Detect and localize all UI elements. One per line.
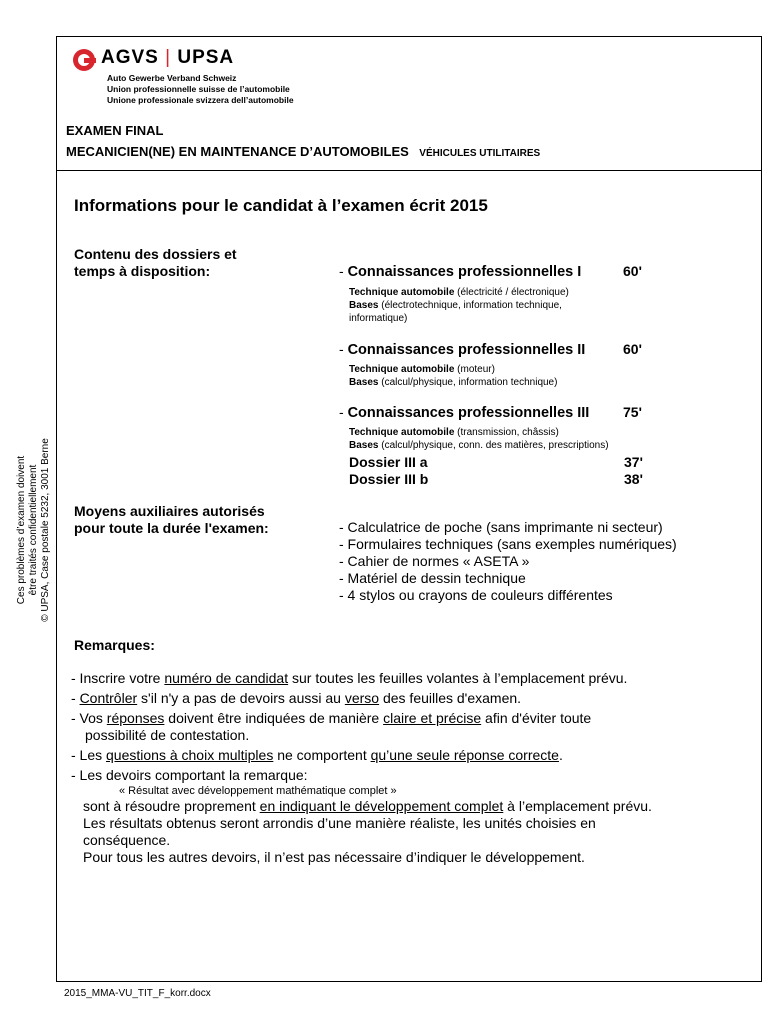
remark-5-d: Pour tous les autres devoirs, il n’est pas nécessaire d’indiquer le développement. [83,849,585,865]
remark-5: - Les devoirs comportant la remarque: [71,767,308,783]
remark-text: des feuilles d'examen. [379,690,522,706]
page-title: Informations pour le candidat à l’examen écrit 2015 [74,196,488,215]
detail-bold: Bases [349,440,379,451]
profession-suffix: VÉHICULES UTILITAIRES [419,148,541,159]
remark-text: - Les [71,747,107,763]
detail-bold: Bases [349,300,379,311]
dossier-time: 37' [624,454,643,470]
remark-text: - Inscrire votre [71,670,165,686]
footer-filename: 2015_MMA-VU_TIT_F_korr.docx [64,988,211,999]
dossier-time: 38' [624,471,643,487]
detail-text: (calcul/physique, information technique) [378,377,558,388]
remark-text: doivent être indiquées de manière [164,710,384,726]
contents-label [74,246,237,280]
section-dash: - [339,263,344,279]
remarks-title: Remarques: [74,637,155,653]
list-item: - Matériel de dessin technique [339,570,526,586]
section-1-time: 60' [623,263,642,279]
remark-emphasis: en indiquant le développement complet [259,798,504,814]
remarks-list [71,670,652,866]
remark-emphasis: Contrôler [79,690,138,706]
remark-text: à l’emplacement prévu. [503,798,652,814]
remark-emphasis: verso [344,690,380,706]
list-item: - Calculatrice de poche (sans imprimante ni secteur) [339,519,663,535]
section-1 [339,263,581,280]
page-frame [56,36,762,982]
section-dash: - [339,341,344,357]
remark-text: sont à résoudre proprement [83,798,260,814]
aids-label-line: pour toute la durée l'examen: [74,520,269,536]
side-note-line: © UPSA, Case postale 5232, 3001 Berne [40,438,51,622]
detail-text: (calcul/physique, conn. des matières, prescriptions) [378,440,609,451]
remark-emphasis: questions à choix multiples [106,747,274,763]
detail-bold: Bases [349,377,379,388]
aids-label [74,503,269,537]
remark-1 [71,670,652,687]
side-note-line: être traités confidentiellement [28,464,39,596]
detail-text: (transmission, châssis) [454,427,559,438]
section-2 [339,341,585,358]
detail-text: (électrotechnique, information technique, [378,300,562,311]
remark-text: ne comportent [273,747,371,763]
section-title: Connaissances professionnelles III [347,405,590,421]
detail-bold: Technique automobile [349,287,455,298]
aids-label-line: Moyens auxiliaires autorisés [74,503,265,519]
section-title: Connaissances professionnelles II [347,342,586,358]
brand-name [101,47,234,69]
detail-bold: Technique automobile [349,364,455,375]
section-2-time: 60' [623,341,642,357]
brand-right: UPSA [177,47,235,68]
agvs-logo-icon [73,49,95,71]
subtitle-line: Unione professionale svizzera dell’automobile [107,95,294,105]
remark-5-b: Les résultats obtenus seront arrondis d’une manière réaliste, les unités choisies en [83,815,596,831]
contents-label-line: Contenu des dossiers et [74,246,237,262]
detail-bold: Technique automobile [349,427,455,438]
section-title: Connaissances professionnelles I [347,264,582,280]
profession-title: MECANICIEN(NE) EN MAINTENANCE D’AUTOMOBILES [66,144,409,159]
detail-text: (moteur) [454,364,495,375]
remark-text: - Vos [71,710,107,726]
subtitle-line: Union professionnelle suisse de l’automobile [107,84,290,94]
side-note-line: Ces problèmes d’examen doivent [16,455,27,605]
section-dash: - [339,404,344,420]
remark-4 [71,747,652,764]
detail-text: informatique) [349,313,408,324]
remark-emphasis: numéro de candidat [164,670,289,686]
remark-5-quote: « Résultat avec développement mathématique complet » [119,785,397,797]
remark-emphasis: claire et précise [383,710,482,726]
detail-text: (électricité / électronique) [454,287,569,298]
dossier-name: Dossier III a [349,454,428,470]
remark-2 [71,690,652,707]
section-1-details [349,286,569,325]
remark-text: - [71,690,80,706]
header-divider [57,170,761,171]
section-3 [339,404,589,421]
remark-text: s'il n'y a pas de devoirs aussi au [137,690,345,706]
dossier-names [349,454,428,488]
contents-label-line: temps à disposition: [74,263,211,279]
remark-text: afin d'éviter toute [481,710,592,726]
section-3-details [349,426,609,452]
section-2-details [349,363,557,389]
confidentiality-note [16,420,52,640]
remark-5-a [71,798,652,815]
remark-emphasis: qu’une seule réponse correcte [370,747,559,763]
remark-3 [71,710,652,727]
list-item: - 4 stylos ou crayons de couleurs différentes [339,587,613,603]
dossier-times [624,454,643,488]
brand-separator: | [165,47,172,68]
remark-emphasis: réponses [106,710,165,726]
remark-5-c: conséquence. [83,832,171,848]
remark-text: . [558,747,563,763]
list-item: - Formulaires techniques (sans exemples numériques) [339,536,677,552]
list-item: - Cahier de normes « ASETA » [339,553,530,569]
section-3-time: 75' [623,404,642,420]
profession-line [66,143,540,161]
brand-left: AGVS [101,47,159,68]
subtitle-line: Auto Gewerbe Verband Schweiz [107,73,237,83]
aids-list [339,519,677,604]
dossier-name: Dossier III b [349,471,429,487]
exam-label: EXAMEN FINAL [66,123,164,138]
brand-subtitle [107,73,294,106]
remark-3-continued: possibilité de contestation. [85,727,250,743]
remark-text: sur toutes les feuilles volantes à l’emplacement prévu. [288,670,628,686]
